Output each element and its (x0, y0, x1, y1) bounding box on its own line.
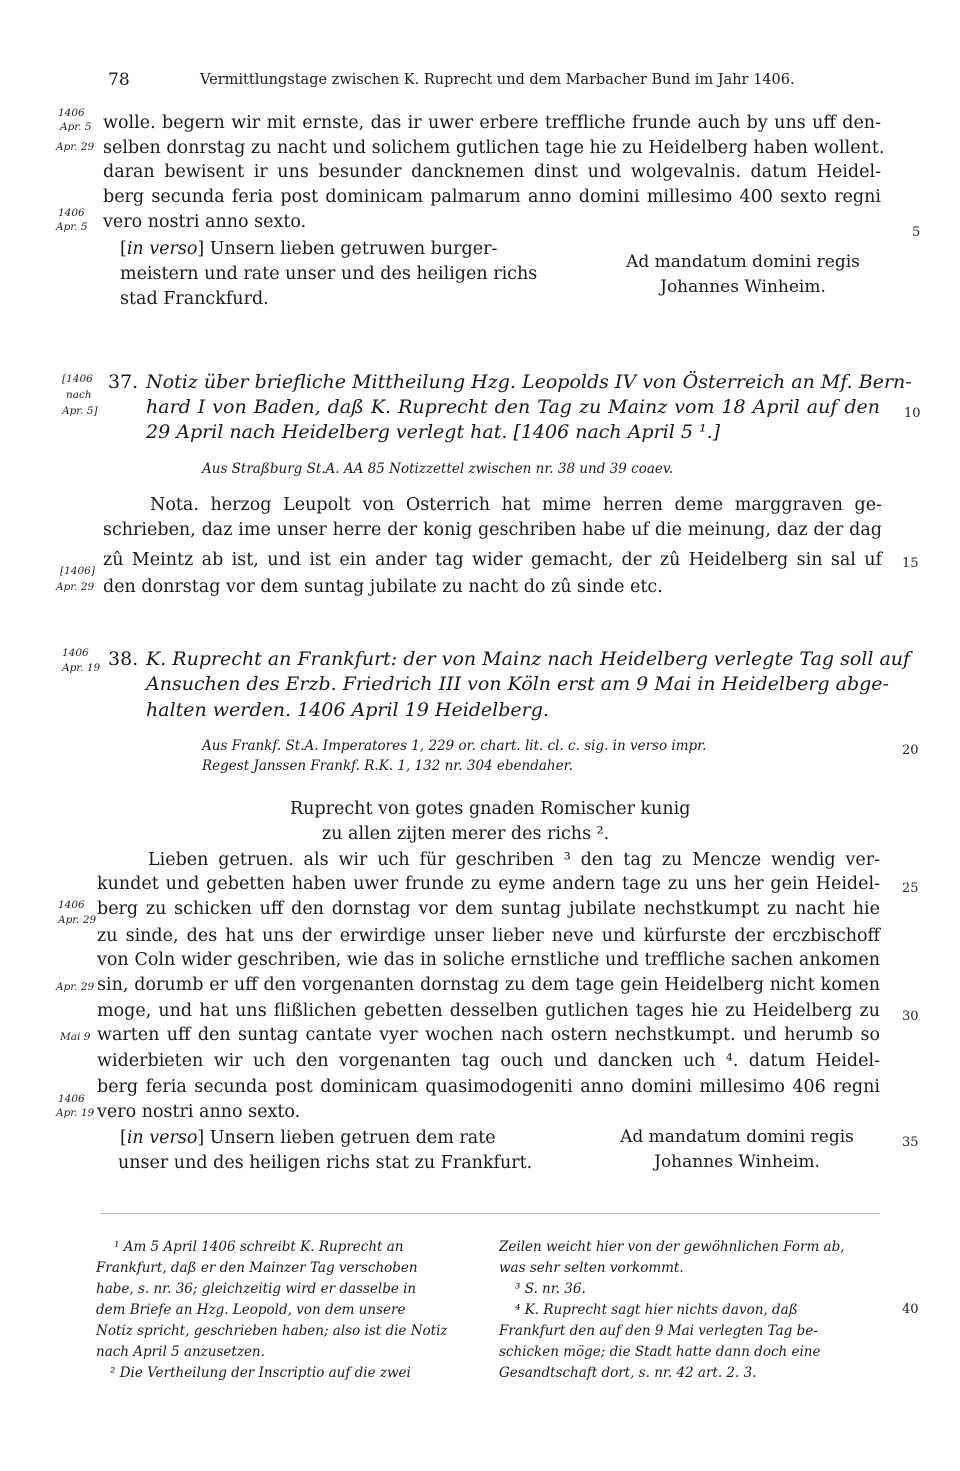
line-number: 25 (902, 881, 919, 896)
text-line: wolle. begern wir mit ernste, das ir uwer erbere treffliche frunde auch by uns uff den- (103, 113, 881, 133)
mandate-line: Ad mandatum domini regis (620, 1127, 854, 1147)
text-line: Lieben getruen. als wir uch für geschriben ³ den tag zu Mencze wendig ver- (148, 850, 880, 870)
footnote-line: ³ S. nr. 36. (515, 1281, 586, 1297)
text-line: moge, und hat uns flißlichen gebetten desselben gutlichen tages hie zu Heidelberg zu (97, 1001, 880, 1021)
footnote-line: Notiz spricht, geschrieben haben; also ist die Notiz (96, 1323, 448, 1339)
text-line: widerbieten wir uch den vorgenanten tag ouch und dancken uch ⁴. datum Heidel- (97, 1051, 880, 1071)
text-line: zû Meintz ab ist, und ist ein ander tag wider gemacht, der zû Heidelberg sin sal uf (103, 550, 882, 570)
verso-address: meistern und rate unser und des heiligen richs (120, 264, 538, 284)
verso-address: unser und des heiligen richs stat zu Frankfurt. (118, 1153, 533, 1173)
intitulatio: Ruprecht von gotes gnaden Romischer kunig (290, 799, 691, 819)
source-note: Regest Janssen Frankf. R.K. 1, 132 nr. 304 ebendaher. (202, 758, 573, 774)
verso-note: [in verso] Unsern lieben getruwen burger- (120, 239, 498, 259)
text-line: warten uff den suntag cantate vyer wochen nach ostern nechstkumpt. und herumb so (97, 1025, 880, 1045)
source-note: Aus Frankf. St.A. Imperatores 1, 229 or. chart. lit. cl. c. sig. in verso impr. (202, 738, 707, 754)
verso-note: [in verso] Unsern lieben getruen dem rate (120, 1128, 496, 1148)
text-line: kundet und gebetten haben uwer frunde zu eyme andern tage zu uns her gein Heidel- (97, 874, 880, 894)
text-line: vero nostri anno sexto. (103, 212, 307, 232)
footnote-line: dem Briefe an Hzg. Leopold, von dem unsere (96, 1302, 406, 1318)
verso-address: Unsern lieben getruwen burger- (209, 239, 498, 259)
line-number: 35 (902, 1135, 919, 1150)
margin-date: Apr. 5 (60, 121, 92, 133)
margin-date: 1406 (62, 647, 89, 659)
margin-date: Apr. 29 (56, 981, 95, 993)
verso-label: in verso (126, 239, 198, 259)
footnote-line: schicken möge; die Stadt hatte dann doch eine (499, 1344, 821, 1360)
verso-address: stad Franckfurd. (120, 289, 269, 309)
verso-label: in verso (126, 1128, 198, 1148)
text-line: schrieben, daz ime unser herre der konig geschriben habe uf die meinung, daz der dag (103, 520, 882, 540)
text-line: sin, dorumb er uff den vorgenanten dornstag zu dem tage gein Heidelberg nicht komen (97, 975, 880, 995)
verso-address: Unsern lieben getruen dem rate (209, 1128, 496, 1148)
footnote-line: Gesandtschaft dort, s. nr. 42 art. 2. 3. (499, 1365, 757, 1381)
footnote-line: habe, s. nr. 36; gleichzeitig wird er dasselbe in (96, 1281, 417, 1297)
margin-date: 1406 (58, 899, 85, 911)
footnote-line: ⁴ K. Ruprecht sagt hier nichts davon, daß (515, 1302, 798, 1318)
footnote-rule (100, 1213, 880, 1214)
line-number: 10 (904, 406, 921, 421)
margin-date: Mai 9 (60, 1031, 91, 1043)
margin-date: Apr. 19 (62, 662, 101, 674)
margin-date: [1406] (60, 565, 95, 577)
footnote-line: Zeilen weicht hier von der gewöhnlichen Form ab, (499, 1239, 845, 1255)
footnote-line: ² Die Vertheilung der Inscriptio auf die zwei (110, 1365, 411, 1381)
line-number: 40 (902, 1302, 919, 1317)
margin-date: Apr. 29 (56, 581, 95, 593)
document-number: 37. (108, 371, 139, 393)
line-number: 15 (902, 556, 919, 571)
source-note: Aus Straßburg St.A. AA 85 Notizzettel zwischen nr. 38 und 39 coaev. (202, 461, 674, 477)
document-number: 38. (108, 648, 139, 670)
regest-line: halten werden. 1406 April 19 Heidelberg. (146, 699, 549, 721)
footnote-line: ¹ Am 5 April 1406 schreibt K. Ruprecht an (114, 1239, 404, 1255)
margin-date: [1406 (62, 373, 93, 385)
text-line: berg feria secunda post dominicam quasimodogeniti anno domini millesimo 406 regni (97, 1077, 880, 1097)
margin-date: Apr. 19 (56, 1107, 95, 1119)
line-number: 30 (902, 1009, 919, 1024)
text-line: selben donrstag zu nacht und solichem gutlichen tage hie zu Heidelberg haben wollent. (103, 138, 885, 158)
margin-date: Apr. 5] (62, 405, 98, 417)
regest-line: Ansuchen des Erzb. Friedrich III von Köln erst am 9 Mai in Heidelberg abge- (146, 673, 889, 695)
line-number: 5 (912, 225, 921, 240)
margin-date: Apr. 29 (56, 141, 95, 153)
margin-date: 1406 (58, 1093, 85, 1105)
text-line: Nota. herzog Leupolt von Osterrich hat mime herren deme marggraven ge- (150, 495, 882, 515)
mandate-line: Ad mandatum domini regis (626, 252, 860, 272)
regest-line: Notiz über briefliche Mittheilung Hzg. Leopolds IV von Österreich an Mf. Bern- (146, 371, 912, 393)
text-line: daran bewisent ir uns besunder dancknemen dinst und wolgevalnis. datum Heidel- (103, 162, 881, 182)
regest-line: K. Ruprecht an Frankfurt: der von Mainz nach Heidelberg verlegte Tag soll auf (146, 648, 911, 670)
text-line: zu sinde, des hat uns der erwirdige unser lieber neve und kürfurste der erczbischoff (97, 926, 880, 946)
text-line: berg zu schicken uff den dornstag vor dem suntag jubilate nechstkumpt zu nacht hie (97, 899, 880, 919)
page-number: 78 (108, 70, 130, 90)
regest-line: hard I von Baden, daß K. Ruprecht den Tag zu Mainz vom 18 April auf den (146, 396, 880, 418)
footnote-line: was sehr selten vorkommt. (499, 1260, 684, 1276)
intitulatio: zu allen zijten merer des richs ². (322, 824, 610, 844)
running-title: Vermittlungstage zwischen K. Ruprecht und dem Marbacher Bund im Jahr 1406. (200, 72, 795, 88)
text-line: berg secunda feria post dominicam palmarum anno domini millesimo 400 sexto regni (103, 187, 881, 207)
text-line: vero nostri anno sexto. (97, 1102, 301, 1122)
mandate-signature: Johannes Winheim. (660, 277, 826, 297)
regest-line: 29 April nach Heidelberg verlegt hat. [1406 nach April 5 ¹.] (146, 421, 721, 443)
margin-date: nach (66, 389, 92, 401)
footnote-line: Frankfurt, daß er den Mainzer Tag verschoben (96, 1260, 418, 1276)
footnote-line: Frankfurt den auf den 9 Mai verlegten Tag be- (499, 1323, 818, 1339)
margin-date: 1406 (58, 207, 85, 219)
margin-date: Apr. 29 (58, 914, 97, 926)
text-line: den donrstag vor dem suntag jubilate zu nacht do zû sinde etc. (103, 577, 663, 597)
line-number: 20 (902, 743, 919, 758)
mandate-signature: Johannes Winheim. (654, 1152, 820, 1172)
footnote-line: nach April 5 anzusetzen. (96, 1344, 265, 1360)
margin-date: 1406 (58, 107, 85, 119)
margin-date: Apr. 5 (56, 221, 88, 233)
text-line: von Coln wider geschriben, wie das in soliche ernstliche und treffliche sachen ankomen (97, 950, 880, 970)
